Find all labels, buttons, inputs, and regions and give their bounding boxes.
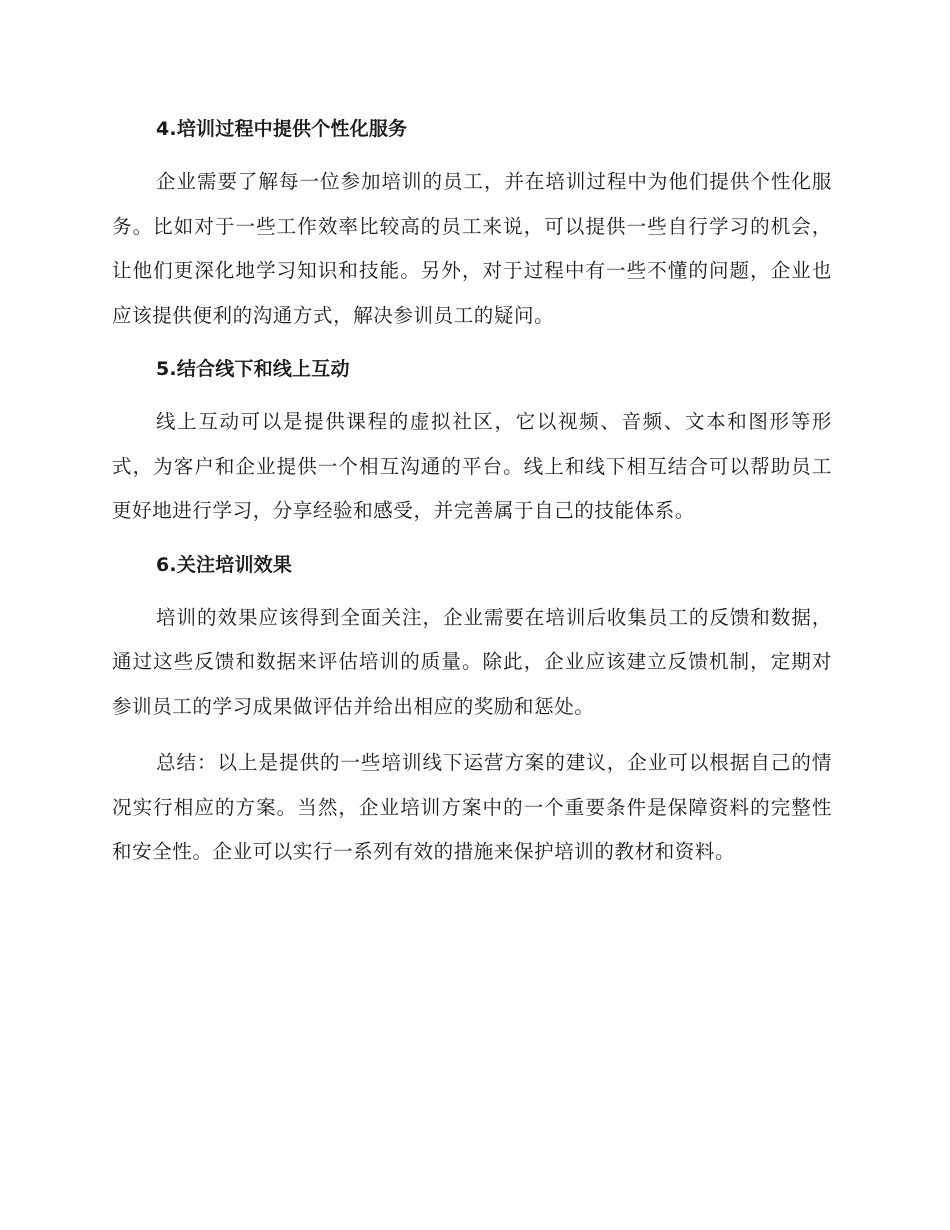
summary-paragraph: 总结：以上是提供的一些培训线下运营方案的建议，企业可以根据自己的情况实行相应的方案。当然，企业培训方案中的一个重要条件是保障资料的完整性和安全性。企业可以实行一系列有效的措施来保护培训的教材和资料。 <box>112 751 832 863</box>
section-heading-5: 5.结合线下和线上互动 <box>156 358 350 380</box>
document-page <box>112 110 832 875</box>
section-heading-4: 4.培训过程中提供个性化服务 <box>156 118 408 140</box>
section-heading-6: 6.关注培训效果 <box>156 553 293 576</box>
section-paragraph-6: 培训的效果应该得到全面关注，企业需要在培训后收集员工的反馈和数据，通过这些反馈和数据来评估培训的质量。除此，企业应该建立反馈机制，定期对参训员工的学习成果做评估并给出相应的奖励和惩处。 <box>112 605 832 718</box>
section-paragraph-4: 企业需要了解每一位参加培训的员工，并在培训过程中为他们提供个性化服务。比如对于一些工作效率比较高的员工来说，可以提供一些自行学习的机会，让他们更深化地学习知识和技能。另外，对于过程中有一些不懂的问题，企业也应该提供便利的沟通方式，解决参训员工的疑问。 <box>112 170 832 327</box>
section-paragraph-5: 线上互动可以是提供课程的虚拟社区，它以视频、音频、文本和图形等形式，为客户和企业提供一个相互沟通的平台。线上和线下相互结合可以帮助员工更好地进行学习，分享经验和感受，并完善属于自己的技能体系。 <box>112 410 832 522</box>
